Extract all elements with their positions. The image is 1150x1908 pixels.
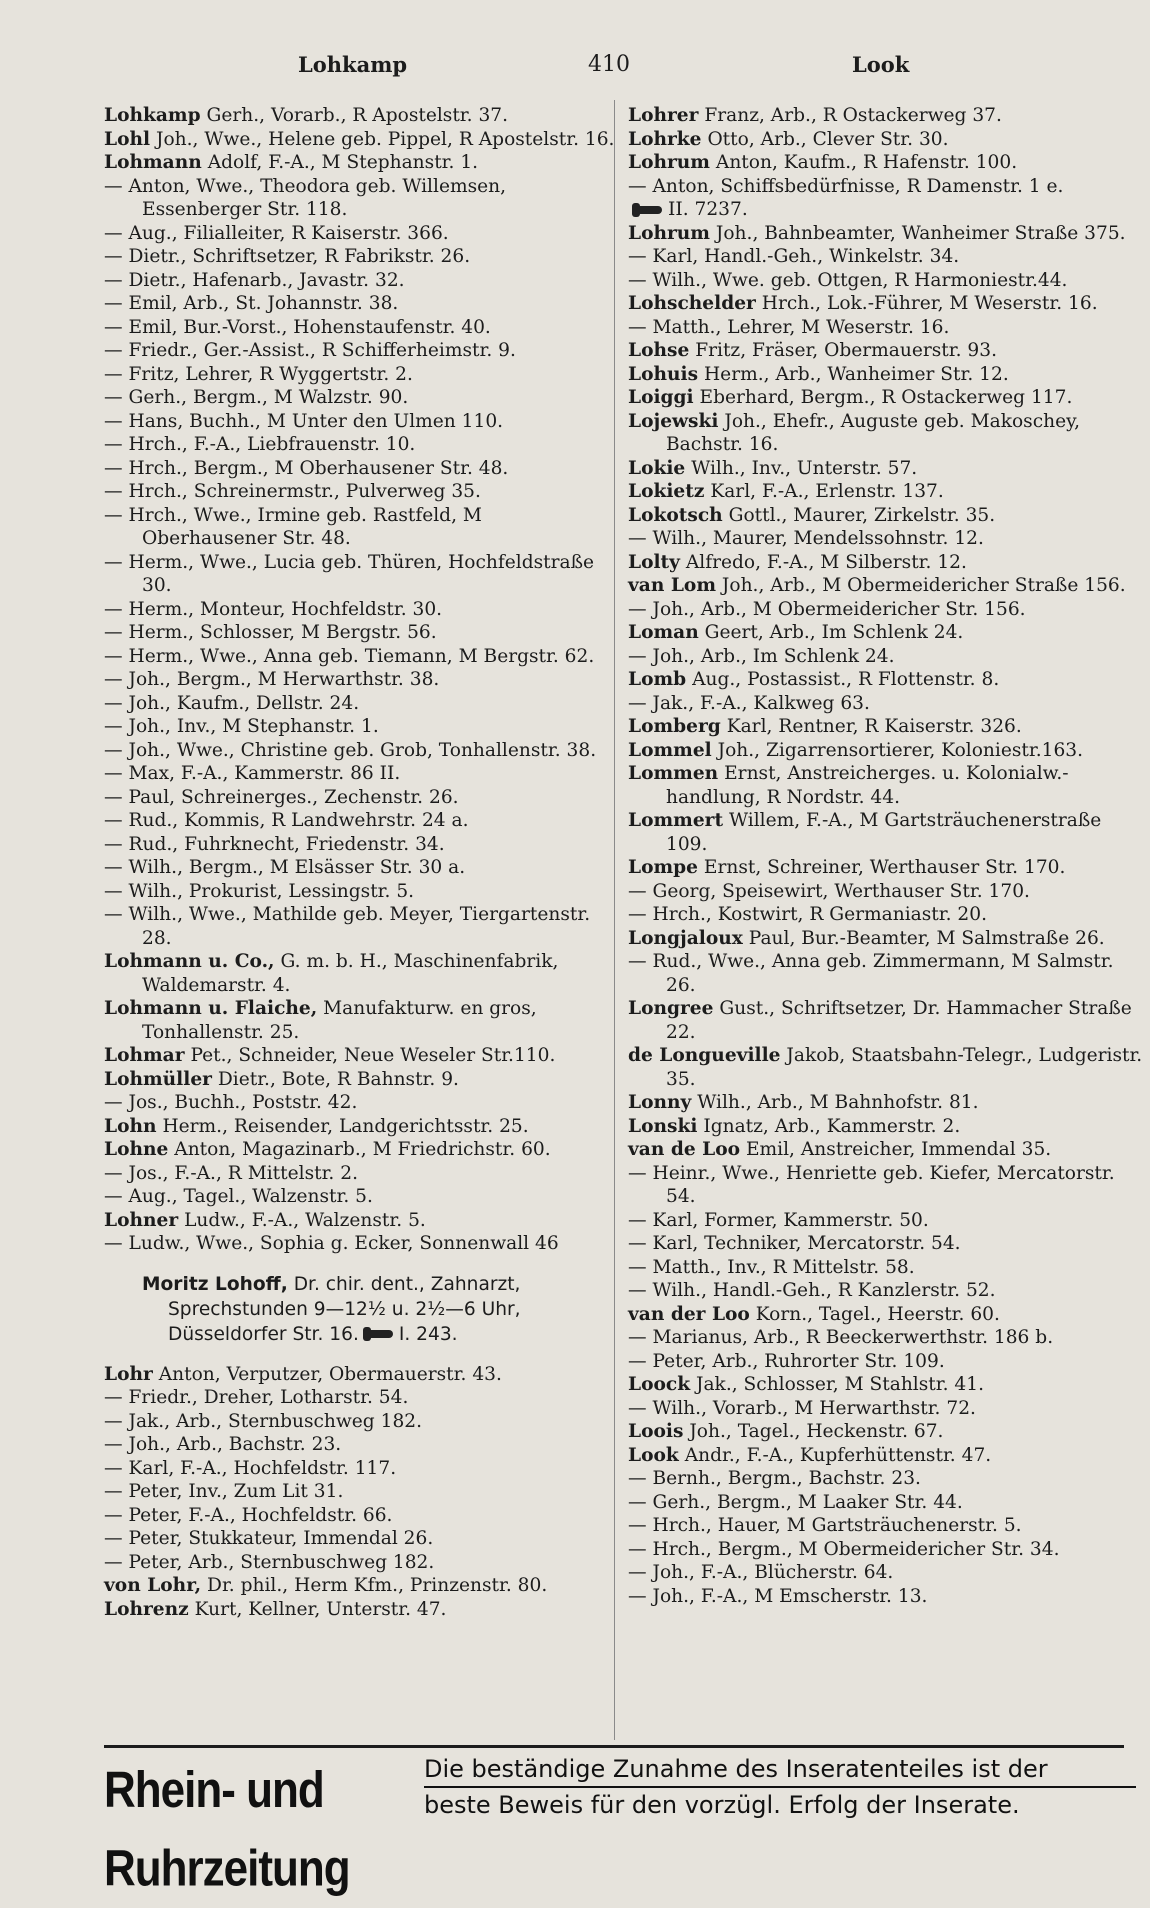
directory-entry bbox=[104, 1068, 619, 1092]
directory-entry bbox=[628, 856, 1143, 880]
entry-details: Anton, Kaufm., R Hafenstr. 100. bbox=[715, 152, 1018, 173]
entry-details: Gust., Schriftsetzer, Dr. Hammacher Straße 22. bbox=[666, 998, 1132, 1043]
entry-details: Jak., Schlosser, M Stahlstr. 41. bbox=[696, 1374, 984, 1395]
page-number: 410 bbox=[588, 52, 630, 77]
directory-entry bbox=[104, 386, 619, 410]
advert-name: Moritz Lohoff, bbox=[142, 1273, 288, 1295]
directory-entry bbox=[104, 1504, 619, 1528]
directory-entry bbox=[104, 245, 619, 269]
entry-details: Joh., Zigarrensortierer, Koloniestr.163. bbox=[717, 739, 1084, 761]
entry-surname: Lohrum bbox=[628, 222, 710, 244]
directory-entry bbox=[104, 880, 619, 904]
directory-entry bbox=[628, 1232, 1143, 1256]
entry-details: — Matth., Inv., R Mittelstr. 58. bbox=[628, 1256, 915, 1278]
entry-details: — Karl, Former, Kammerstr. 50. bbox=[628, 1209, 929, 1231]
entry-details: — Bernh., Bergm., Bachstr. 23. bbox=[628, 1468, 921, 1489]
entry-details: — Herm., Schlosser, M Bergstr. 56. bbox=[104, 622, 437, 643]
directory-entry bbox=[628, 1256, 1143, 1280]
entry-details: — Joh., Arb., Bachstr. 23. bbox=[104, 1434, 342, 1455]
slogan-line-1: Die beständige Zunahme des Inseratenteiles ist der bbox=[424, 1752, 1136, 1788]
slogan-line-2: beste Beweis für den vorzügl. Erfolg der Inserate. bbox=[424, 1791, 1020, 1819]
entry-details: — Aug., Tagel., Walzenstr. 5. bbox=[104, 1186, 373, 1207]
directory-entry bbox=[104, 692, 619, 716]
directory-entry bbox=[104, 739, 619, 763]
entry-surname: Lohner bbox=[104, 1209, 179, 1231]
directory-entry bbox=[628, 1467, 1143, 1491]
directory-entry bbox=[628, 645, 1143, 669]
directory-entry bbox=[104, 809, 619, 833]
entry-details: — Wilh., Wwe. geb. Ottgen, R Harmoniestr.44. bbox=[628, 269, 1068, 291]
entry-details: — Matth., Lehrer, M Weserstr. 16. bbox=[628, 316, 950, 338]
directory-entry bbox=[628, 339, 1143, 363]
entry-details: Ernst, Schreiner, Werthauser Str. 170. bbox=[703, 857, 1066, 878]
entry-details: — Joh., Kaufm., Dellstr. 24. bbox=[104, 692, 360, 714]
directory-entry bbox=[628, 692, 1143, 716]
running-header-right: Look bbox=[852, 52, 910, 77]
directory-entry bbox=[628, 1326, 1143, 1350]
entry-details: — Peter, Inv., Zum Lit 31. bbox=[104, 1481, 344, 1502]
entry-details: — Rud., Wwe., Anna geb. Zimmermann, M Salmstr. 26. bbox=[628, 951, 1114, 996]
entry-details: — Joh., F.-A., Blücherstr. 64. bbox=[628, 1562, 894, 1583]
advert-address: Düsseldorfer Str. 16. bbox=[168, 1323, 359, 1345]
entry-details: Herm., Arb., Wanheimer Str. 12. bbox=[703, 363, 1009, 385]
entry-details: Adolf, F.-A., M Stephanstr. 1. bbox=[207, 152, 479, 173]
entry-details: — Gerh., Bergm., M Laaker Str. 44. bbox=[628, 1491, 963, 1513]
directory-entry bbox=[628, 1279, 1143, 1303]
directory-entry bbox=[628, 363, 1143, 387]
entry-surname: Lompe bbox=[628, 857, 698, 878]
entry-details: Anton, Verputzer, Obermauerstr. 43. bbox=[158, 1363, 502, 1385]
entry-details: — Hrch., Bergm., M Oberhausener Str. 48. bbox=[104, 457, 509, 479]
directory-entry bbox=[104, 480, 619, 504]
directory-entry bbox=[628, 1303, 1143, 1327]
entry-surname: Lohmann bbox=[104, 152, 202, 173]
entry-surname: Lohrum bbox=[628, 152, 710, 173]
directory-entry bbox=[628, 1397, 1143, 1421]
directory-entry bbox=[104, 762, 619, 786]
directory-entry bbox=[104, 950, 619, 997]
entry-details: — Max, F.-A., Kammerstr. 86 II. bbox=[104, 763, 401, 784]
entry-surname: Lomb bbox=[628, 669, 687, 690]
entry-details: — Jos., F.-A., R Mittelstr. 2. bbox=[104, 1162, 358, 1184]
directory-entry bbox=[104, 1574, 619, 1598]
directory-entry bbox=[104, 833, 619, 857]
entry-details: Joh., Wwe., Helene geb. Pippel, R Apostelstr. 16. bbox=[155, 128, 615, 150]
entry-details: — Wilh., Prokurist, Lessingstr. 5. bbox=[104, 880, 415, 902]
directory-entry bbox=[628, 1420, 1143, 1444]
advert-phone: I. 243. bbox=[398, 1323, 458, 1345]
directory-entry bbox=[628, 739, 1143, 763]
directory-entry bbox=[628, 386, 1143, 410]
directory-entry bbox=[628, 222, 1143, 246]
directory-entry bbox=[104, 1480, 619, 1504]
entry-surname: van de Loo bbox=[628, 1139, 741, 1160]
entry-surname: Lonny bbox=[628, 1092, 692, 1113]
directory-entry bbox=[628, 903, 1143, 927]
directory-entry bbox=[104, 1433, 619, 1457]
directory-entry bbox=[104, 128, 619, 152]
entry-details: — Friedr., Dreher, Lotharstr. 54. bbox=[104, 1387, 409, 1408]
entry-details: — Karl, Handl.-Geh., Winkelstr. 34. bbox=[628, 246, 960, 267]
entry-details: — Joh., Arb., M Obermeidericher Str. 156. bbox=[628, 598, 1026, 620]
entry-details: Pet., Schneider, Neue Weseler Str.110. bbox=[190, 1045, 556, 1066]
directory-entry bbox=[104, 104, 619, 128]
entry-details: Karl, F.-A., Erlenstr. 137. bbox=[710, 481, 944, 502]
directory-entry bbox=[104, 1410, 619, 1434]
directory-entry bbox=[104, 786, 619, 810]
directory-entry bbox=[104, 316, 619, 340]
entry-details: — Peter, Stukkateur, Immendal 26. bbox=[104, 1528, 434, 1549]
entry-surname: Loiggi bbox=[628, 387, 694, 408]
entry-surname: Lokietz bbox=[628, 481, 705, 502]
entry-details: — Wilh., Vorarb., M Herwarthstr. 72. bbox=[628, 1397, 976, 1419]
directory-entry bbox=[628, 504, 1143, 528]
entry-details: — Peter, F.-A., Hochfeldstr. 66. bbox=[104, 1504, 393, 1526]
directory-entry bbox=[628, 1162, 1143, 1209]
entry-details: — Jak., F.-A., Kalkweg 63. bbox=[628, 692, 870, 714]
entry-details: — Hrch., Hauer, M Gartsträuchenerstr. 5. bbox=[628, 1515, 1022, 1536]
directory-entry bbox=[104, 410, 619, 434]
entry-details: — Peter, Arb., Sternbuschweg 182. bbox=[104, 1551, 435, 1573]
directory-entry bbox=[628, 1444, 1143, 1468]
entry-details: Dietr., Bote, R Bahnstr. 9. bbox=[217, 1068, 459, 1090]
telephone-icon bbox=[367, 1330, 393, 1338]
directory-entry bbox=[104, 621, 619, 645]
entry-details: Geert, Arb., Im Schlenk 24. bbox=[704, 622, 964, 643]
directory-entry bbox=[628, 292, 1143, 316]
entry-details: — Hrch., Wwe., Irmine geb. Rastfeld, M Oberhausener Str. 48. bbox=[104, 504, 482, 549]
advert-hours: Sprechstunden 9—12½ u. 2½—6 Uhr, bbox=[168, 1298, 521, 1320]
entry-details: Paul, Bur.-Beamter, M Salmstraße 26. bbox=[748, 927, 1105, 949]
entry-surname: Lohuis bbox=[628, 363, 699, 385]
directory-entry bbox=[628, 480, 1143, 504]
entry-details: — Joh., F.-A., M Emscherstr. 13. bbox=[628, 1585, 928, 1607]
entry-details: Wilh., Inv., Unterstr. 57. bbox=[691, 457, 918, 479]
directory-entry bbox=[104, 903, 619, 950]
entry-details: — Jak., Arb., Sternbuschweg 182. bbox=[104, 1410, 423, 1432]
entry-details: — Herm., Monteur, Hochfeldstr. 30. bbox=[104, 598, 443, 620]
directory-entry bbox=[104, 1527, 619, 1551]
entry-surname: Loock bbox=[628, 1374, 691, 1395]
entry-details: — Wilh., Wwe., Mathilde geb. Meyer, Tiergartenstr. 28. bbox=[104, 904, 591, 949]
directory-entry bbox=[628, 104, 1143, 128]
entry-details: — Emil, Bur.-Vorst., Hohenstaufenstr. 40. bbox=[104, 316, 491, 338]
entry-details: Aug., Postassist., R Flottenstr. 8. bbox=[692, 669, 1000, 690]
directory-entry bbox=[104, 151, 619, 175]
directory-entry bbox=[104, 1138, 619, 1162]
directory-entry bbox=[104, 1386, 619, 1410]
entry-surname: Look bbox=[628, 1444, 679, 1466]
entry-details: Ludw., F.-A., Walzenstr. 5. bbox=[184, 1209, 426, 1231]
directory-entry bbox=[628, 1514, 1143, 1538]
entry-surname: Longree bbox=[628, 998, 714, 1019]
entry-surname: Lohl bbox=[104, 128, 151, 150]
directory-entry bbox=[104, 997, 619, 1044]
entry-details: — Aug., Filialleiter, R Kaiserstr. 366. bbox=[104, 222, 449, 244]
entry-surname: Lohrenz bbox=[104, 1598, 189, 1620]
entry-details: Herm., Reisender, Landgerichtsstr. 25. bbox=[162, 1115, 529, 1137]
directory-entry bbox=[628, 668, 1143, 692]
directory-entry bbox=[628, 269, 1143, 293]
entry-details: — Hrch., Bergm., M Obermeidericher Str. 34. bbox=[628, 1538, 1060, 1560]
entry-details: — Anton, Wwe., Theodora geb. Willemsen, Essenberger Str. 118. bbox=[104, 175, 507, 220]
entry-surname: Lokotsch bbox=[628, 504, 723, 526]
directory-entry bbox=[104, 1209, 619, 1233]
entry-details: — Ludw., Wwe., Sophia g. Ecker, Sonnenwall 46 bbox=[104, 1233, 559, 1254]
entry-details: Fritz, Fräser, Obermauerstr. 93. bbox=[695, 340, 998, 361]
directory-entry bbox=[104, 668, 619, 692]
entry-details: — Hrch., Kostwirt, R Germaniastr. 20. bbox=[628, 904, 988, 925]
entry-details: — Wilh., Bergm., M Elsässer Str. 30 a. bbox=[104, 857, 466, 878]
entry-details: — Fritz, Lehrer, R Wyggertstr. 2. bbox=[104, 363, 413, 385]
entry-details: — Dietr., Hafenarb., Javastr. 32. bbox=[104, 269, 405, 291]
directory-entry bbox=[628, 128, 1143, 152]
entry-details: Dr. phil., Herm Kfm., Prinzenstr. 80. bbox=[207, 1575, 548, 1596]
directory-entry bbox=[628, 1209, 1143, 1233]
directory-entry bbox=[104, 598, 619, 622]
entry-details: — Karl, F.-A., Hochfeldstr. 117. bbox=[104, 1457, 397, 1479]
entry-details: — Hrch., Schreinermstr., Pulverweg 35. bbox=[104, 481, 481, 502]
directory-entry bbox=[628, 175, 1143, 199]
entry-details: — Marianus, Arb., R Beeckerwerthstr. 186 b. bbox=[628, 1327, 1054, 1348]
entry-surname: Lohne bbox=[104, 1139, 169, 1160]
entry-details: — Rud., Fuhrknecht, Friedenstr. 34. bbox=[104, 833, 445, 855]
entry-surname: Lohschelder bbox=[628, 293, 756, 314]
entry-details: — Wilh., Maurer, Mendelssohnstr. 12. bbox=[628, 528, 984, 549]
entry-surname: Lokie bbox=[628, 457, 686, 479]
entry-details: — Joh., Inv., M Stephanstr. 1. bbox=[104, 716, 379, 737]
entry-details: — Dietr., Schriftsetzer, R Fabrikstr. 26. bbox=[104, 246, 471, 267]
directory-entry bbox=[104, 504, 619, 551]
directory-entry bbox=[628, 880, 1143, 904]
entry-details: Joh., Arb., M Obermeidericher Straße 156. bbox=[721, 575, 1126, 596]
directory-entry bbox=[628, 1138, 1143, 1162]
directory-entry bbox=[104, 1091, 619, 1115]
entry-surname: Lommel bbox=[628, 739, 712, 761]
directory-entry bbox=[628, 762, 1143, 809]
directory-entry bbox=[104, 1115, 619, 1139]
directory-entry bbox=[628, 245, 1143, 269]
entry-details: Andr., F.-A., Kupferhüttenstr. 47. bbox=[684, 1444, 992, 1466]
entry-surname: Lommert bbox=[628, 810, 724, 831]
directory-entry bbox=[628, 715, 1143, 739]
directory-entry bbox=[628, 316, 1143, 340]
entry-details: Emil, Anstreicher, Immendal 35. bbox=[745, 1139, 1052, 1160]
directory-entry bbox=[628, 1373, 1143, 1397]
entry-surname: Lohmann u. Flaiche, bbox=[104, 998, 318, 1019]
directory-entry bbox=[104, 551, 619, 598]
directory-entry bbox=[104, 222, 619, 246]
entry-details: II. 7237. bbox=[668, 199, 748, 220]
entry-details: — Karl, Techniker, Mercatorstr. 54. bbox=[628, 1233, 961, 1254]
newspaper-banner: Rhein- und Ruhrzeitung bbox=[104, 1762, 350, 1897]
directory-entry bbox=[104, 645, 619, 669]
directory-entry bbox=[628, 1585, 1143, 1609]
directory-entry bbox=[104, 1598, 619, 1622]
directory-entry bbox=[104, 457, 619, 481]
directory-entry bbox=[628, 621, 1143, 645]
directory-entry bbox=[628, 1115, 1143, 1139]
entry-surname: Lohrke bbox=[628, 128, 702, 150]
directory-entry bbox=[628, 410, 1143, 457]
directory-entry bbox=[104, 175, 619, 222]
entry-details: Alfredo, F.-A., M Silberstr. 12. bbox=[685, 551, 967, 573]
directory-entry bbox=[104, 715, 619, 739]
entry-details: — Peter, Arb., Ruhrorter Str. 109. bbox=[628, 1350, 945, 1372]
directory-entry bbox=[628, 1491, 1143, 1515]
directory-entry bbox=[628, 598, 1143, 622]
running-header-left: Lohkamp bbox=[298, 52, 408, 77]
entry-details: — Georg, Speisewirt, Werthauser Str. 170. bbox=[628, 880, 1030, 902]
entry-surname: van der Loo bbox=[628, 1303, 750, 1325]
directory-entry bbox=[628, 1350, 1143, 1374]
entry-surname: Lohr bbox=[104, 1363, 153, 1385]
advert-title: Dr. chir. dent., Zahnarzt, bbox=[293, 1273, 521, 1295]
entry-details: — Rud., Kommis, R Landwehrstr. 24 a. bbox=[104, 810, 469, 831]
entry-details: — Wilh., Handl.-Geh., R Kanzlerstr. 52. bbox=[628, 1280, 996, 1301]
directory-entry bbox=[104, 363, 619, 387]
entry-details: Joh., Tagel., Heckenstr. 67. bbox=[689, 1421, 944, 1442]
entry-details: — Hans, Buchh., M Unter den Ulmen 110. bbox=[104, 410, 504, 432]
entry-details: — Joh., Bergm., M Herwarthstr. 38. bbox=[104, 669, 440, 690]
directory-entry bbox=[104, 856, 619, 880]
entry-details: Manufakturw. en gros, Tonhallenstr. 25. bbox=[142, 998, 537, 1043]
entry-surname: von Lohr, bbox=[104, 1575, 202, 1596]
entry-surname: Longjaloux bbox=[628, 927, 743, 949]
directory-entry bbox=[104, 1044, 619, 1068]
directory-entry bbox=[628, 198, 1143, 222]
advert-slogan bbox=[424, 1752, 1136, 1822]
entry-details: — Joh., Wwe., Christine geb. Grob, Tonhallenstr. 38. bbox=[104, 739, 597, 761]
directory-entry bbox=[628, 1044, 1143, 1091]
entry-details: Anton, Magazinarb., M Friedrichstr. 60. bbox=[174, 1139, 551, 1160]
directory-entry bbox=[104, 269, 619, 293]
directory-entry bbox=[628, 151, 1143, 175]
directory-entry bbox=[104, 1162, 619, 1186]
directory-entry bbox=[628, 551, 1143, 575]
directory-entry bbox=[628, 950, 1143, 997]
entry-surname: Lommen bbox=[628, 763, 719, 784]
entry-details: — Herm., Wwe., Anna geb. Tiemann, M Bergstr. 62. bbox=[104, 645, 595, 667]
entry-surname: van Lom bbox=[628, 575, 716, 596]
directory-entry bbox=[628, 1561, 1143, 1585]
dentist-advert bbox=[104, 1272, 619, 1347]
entry-surname: Lohmann u. Co., bbox=[104, 951, 275, 972]
entry-details: Franz, Arb., R Ostackerweg 37. bbox=[704, 105, 1002, 126]
entry-surname: Lohkamp bbox=[104, 105, 201, 126]
entry-details: Eberhard, Bergm., R Ostackerweg 117. bbox=[699, 387, 1073, 408]
entry-details: Gottl., Maurer, Zirkelstr. 35. bbox=[728, 504, 996, 526]
entry-details: — Gerh., Bergm., M Walzstr. 90. bbox=[104, 387, 409, 408]
entry-details: Ernst, Anstreicherges. u. Kolonialw.-handlung, R Nordstr. 44. bbox=[666, 763, 1069, 808]
entry-details: — Herm., Wwe., Lucia geb. Thüren, Hochfeldstraße 30. bbox=[104, 551, 595, 596]
directory-entry bbox=[628, 997, 1143, 1044]
entry-details: Karl, Rentner, R Kaiserstr. 326. bbox=[726, 716, 1022, 737]
directory-entry bbox=[628, 809, 1143, 856]
directory-entry bbox=[628, 1538, 1143, 1562]
entry-surname: Lolty bbox=[628, 551, 680, 573]
entry-details: — Paul, Schreinerges., Zechenstr. 26. bbox=[104, 786, 459, 808]
entry-details: — Emil, Arb., St. Johannstr. 38. bbox=[104, 293, 399, 314]
entry-details: Korn., Tagel., Heerstr. 60. bbox=[755, 1303, 1000, 1325]
entry-surname: Lohn bbox=[104, 1115, 157, 1137]
telephone-icon bbox=[636, 206, 662, 214]
entry-details: Hrch., Lok.-Führer, M Weserstr. 16. bbox=[761, 293, 1098, 314]
entry-surname: Lohse bbox=[628, 340, 690, 361]
advert-address-line bbox=[142, 1322, 619, 1347]
entry-surname: Lonski bbox=[628, 1115, 698, 1137]
entry-details: Wilh., Arb., M Bahnhofstr. 81. bbox=[697, 1092, 979, 1113]
entry-surname: Loman bbox=[628, 622, 699, 643]
entry-details: Gerh., Vorarb., R Apostelstr. 37. bbox=[206, 105, 509, 126]
directory-entry bbox=[628, 1091, 1143, 1115]
entry-details: Ignatz, Arb., Kammerstr. 2. bbox=[703, 1115, 961, 1137]
right-column bbox=[628, 104, 1143, 1608]
entry-details: Kurt, Kellner, Unterstr. 47. bbox=[194, 1598, 447, 1620]
entry-surname: Lojewski bbox=[628, 410, 719, 432]
left-column bbox=[104, 104, 619, 1621]
directory-entry bbox=[628, 527, 1143, 551]
directory-entry bbox=[104, 339, 619, 363]
entry-details: Jakob, Staatsbahn-Telegr., Ludgeristr. 35. bbox=[666, 1045, 1143, 1090]
directory-entry bbox=[104, 1457, 619, 1481]
directory-entry bbox=[104, 1185, 619, 1209]
entry-details: — Heinr., Wwe., Henriette geb. Kiefer, Mercatorstr. 54. bbox=[628, 1162, 1115, 1207]
entry-details: G. m. b. H., Maschinenfabrik, Waldemarstr. 4. bbox=[142, 951, 559, 996]
directory-entry bbox=[628, 574, 1143, 598]
entry-surname: de Longueville bbox=[628, 1045, 781, 1066]
directory-entry bbox=[104, 1363, 619, 1387]
footer-rule bbox=[104, 1745, 1124, 1748]
entry-surname: Lohmüller bbox=[104, 1068, 212, 1090]
entry-details: Joh., Bahnbeamter, Wanheimer Straße 375. bbox=[715, 222, 1126, 244]
directory-entry bbox=[104, 1232, 619, 1256]
entry-details: — Hrch., F.-A., Liebfrauenstr. 10. bbox=[104, 434, 416, 455]
entry-surname: Lomberg bbox=[628, 716, 721, 737]
entry-details: — Friedr., Ger.-Assist., R Schifferheimstr. 9. bbox=[104, 340, 516, 361]
directory-entry bbox=[628, 457, 1143, 481]
entry-details: — Joh., Arb., Im Schlenk 24. bbox=[628, 645, 895, 667]
entry-details: — Jos., Buchh., Poststr. 42. bbox=[104, 1092, 358, 1113]
directory-entry bbox=[628, 927, 1143, 951]
entry-surname: Loois bbox=[628, 1421, 684, 1442]
directory-entry bbox=[104, 1551, 619, 1575]
entry-details: Willem, F.-A., M Gartsträuchenerstraße 109. bbox=[666, 810, 1102, 855]
entry-details: Otto, Arb., Clever Str. 30. bbox=[707, 128, 949, 150]
entry-surname: Lohmar bbox=[104, 1045, 185, 1066]
directory-entry bbox=[104, 292, 619, 316]
directory-entry bbox=[104, 433, 619, 457]
entry-surname: Lohrer bbox=[628, 105, 699, 126]
entry-details: — Anton, Schiffsbedürfnisse, R Damenstr. 1 e. bbox=[628, 175, 1064, 197]
entry-details: Joh., Ehefr., Auguste geb. Makoschey, Bachstr. 16. bbox=[666, 410, 1081, 455]
